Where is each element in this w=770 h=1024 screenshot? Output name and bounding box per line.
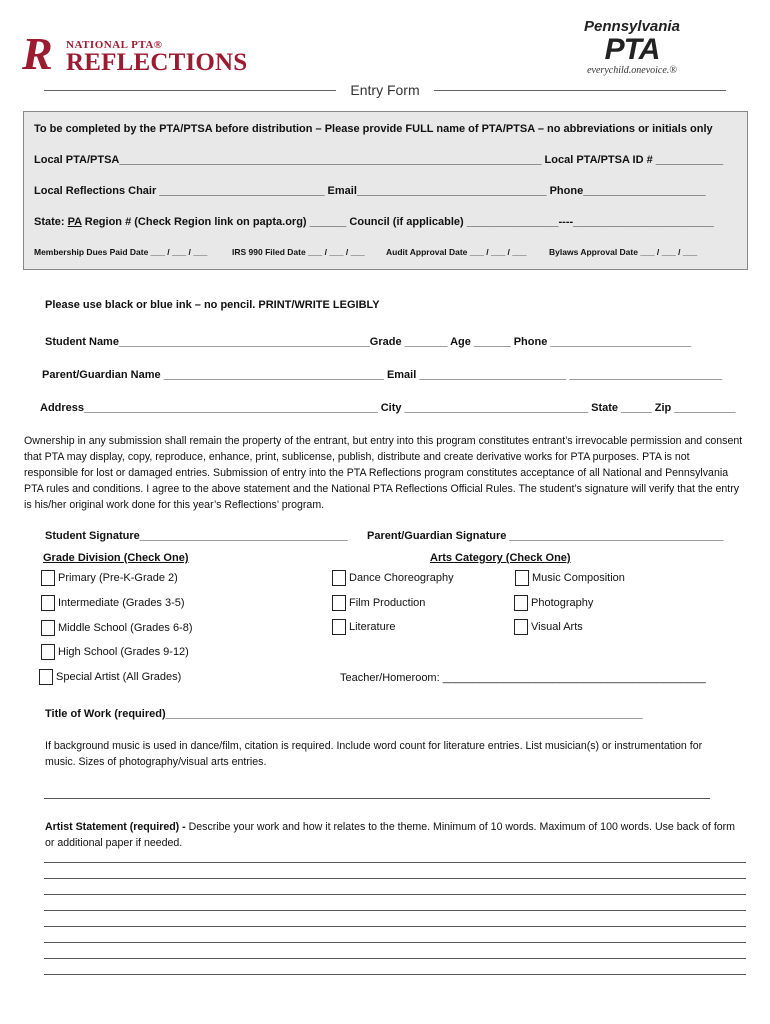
arts-option-literature[interactable] <box>332 619 395 635</box>
artist-statement-line[interactable] <box>44 910 746 911</box>
checkbox[interactable] <box>41 595 55 611</box>
student-name-line[interactable]: Student Name_________________________________________Grade _______ Age ______ Phone _______________________ <box>45 336 692 348</box>
checkbox[interactable] <box>514 595 528 611</box>
form-title-row <box>44 80 726 100</box>
ownership-statement: Ownership in any submission shall remain the property of the entrant, but entry into this program constitutes entrant’s irrevocable permission and consent that PTA may display, copy, reproduce, enhance, print, sublicense, publish, distribute and create derivative works for PTA purposes. PTA is not responsible for lost or damaged entries. Submission of entry into the PTA Reflections program constitutes acceptance of all National and Pennsylvania PTA rules and conditions. I agree to the above statement and the National PTA Reflections Official Rules. The student’s signature will verify that the entry is his/her original work done for this year’s Reflections’ program. <box>24 435 743 511</box>
bylaws-date-field[interactable]: Bylaws Approval Date ___ / ___ / ___ <box>549 247 698 257</box>
arts-option-label: Dance Choreography <box>349 572 454 584</box>
pennsylvania-pta-logo <box>572 18 692 84</box>
parent-signature-field[interactable]: Parent/Guardian Signature ___________________________________ <box>367 530 724 542</box>
background-note-line[interactable] <box>44 798 710 799</box>
background-music-note: If background music is used in dance/film, citation is required. Include word count for literature entries. List musician(s) or instrumentation for music. Sizes of photography/visual arts entries. <box>45 740 703 768</box>
grade-option-label: Intermediate (Grades 3-5) <box>58 597 185 609</box>
reflections-r-mark: R <box>22 28 53 79</box>
grade-option-primary[interactable] <box>41 570 178 586</box>
grade-option-intermediate[interactable] <box>41 595 185 611</box>
logo-national-pta-text: NATIONAL PTA® <box>66 39 163 51</box>
checkbox[interactable] <box>332 570 346 586</box>
arts-option-visual-arts[interactable] <box>514 619 583 635</box>
national-pta-reflections-logo <box>22 28 257 79</box>
state-label: State: <box>34 216 68 228</box>
artist-statement-instructions <box>45 819 745 851</box>
checkbox[interactable] <box>41 570 55 586</box>
checkbox[interactable] <box>41 644 55 660</box>
arts-category-heading: Arts Category (Check One) <box>430 552 571 564</box>
title-rule-left <box>44 90 336 91</box>
arts-option-music-composition[interactable] <box>515 570 625 586</box>
logo-pta-text: PTA <box>604 33 660 66</box>
dues-date-field[interactable]: Membership Dues Paid Date ___ / ___ / ___ <box>34 247 208 257</box>
grade-option-middle-school[interactable] <box>41 620 193 636</box>
checkbox[interactable] <box>514 619 528 635</box>
grade-division-heading: Grade Division (Check One) <box>43 552 189 564</box>
arts-option-photography[interactable] <box>514 595 593 611</box>
grade-option-label: High School (Grades 9-12) <box>58 646 189 658</box>
artist-statement-line[interactable] <box>44 894 746 895</box>
grade-option-label: Primary (Pre-K-Grade 2) <box>58 572 178 584</box>
irs-date-field[interactable]: IRS 990 Filed Date ___ / ___ / ___ <box>232 247 365 257</box>
audit-date-field[interactable]: Audit Approval Date ___ / ___ / ___ <box>386 247 527 257</box>
logo-tagline: everychild.onevoice.® <box>587 65 677 76</box>
logo-pennsylvania-text: Pennsylvania <box>584 18 680 35</box>
ink-note: Please use black or blue ink – no pencil. PRINT/WRITE LEGIBLY <box>45 299 380 311</box>
artist-statement-line[interactable] <box>44 974 746 975</box>
region-council-text: Region # (Check Region link on papta.org) ______ Council (if applicable) _______________----_______________________ <box>81 216 714 228</box>
teacher-homeroom-field[interactable]: Teacher/Homeroom: ___________________________________________ <box>340 672 706 684</box>
pta-instructions: To be completed by the PTA/PTSA before distribution – Please provide FULL name of PTA/PTSA – no abbreviations or initials only <box>34 123 713 135</box>
logo-reflections-text: REFLECTIONS <box>66 49 248 76</box>
form-title: Entry Form <box>350 82 420 98</box>
artist-statement-line[interactable] <box>44 942 746 943</box>
student-signature-field[interactable]: Student Signature__________________________________ <box>45 530 348 542</box>
artist-statement-line[interactable] <box>44 878 746 879</box>
checkbox[interactable] <box>515 570 529 586</box>
arts-option-label: Photography <box>531 597 594 609</box>
title-of-work-field[interactable]: Title of Work (required)______________________________________________________________________________ <box>45 708 643 720</box>
artist-statement-line[interactable] <box>44 926 746 927</box>
arts-option-label: Visual Arts <box>531 621 583 633</box>
artist-statement-line[interactable] <box>44 862 746 863</box>
arts-option-film-production[interactable] <box>332 595 425 611</box>
artist-statement-line[interactable] <box>44 958 746 959</box>
grade-option-label: Special Artist (All Grades) <box>56 671 182 683</box>
grade-option-label: Middle School (Grades 6-8) <box>58 622 193 634</box>
pta-info-box <box>23 111 748 270</box>
address-line[interactable]: Address________________________________________________ City ______________________________ State _____ Zip __________ <box>40 402 736 414</box>
artist-statement-text: Describe your work and how it relates to the theme. Minimum of 10 words. Maximum of 100 words. Use back of form or additional paper if needed. <box>45 821 736 849</box>
state-region-council-field[interactable] <box>34 216 714 228</box>
local-pta-field[interactable]: Local PTA/PTSA_____________________________________________________________________ Local PTA/PTSA ID # ___________ <box>34 154 724 166</box>
checkbox[interactable] <box>39 669 53 685</box>
checkbox[interactable] <box>41 620 55 636</box>
arts-option-label: Literature <box>349 621 396 633</box>
checkbox[interactable] <box>332 619 346 635</box>
arts-option-label: Music Composition <box>532 572 625 584</box>
grade-option-special-artist[interactable] <box>39 669 181 685</box>
state-value: PA <box>67 216 82 228</box>
title-rule-right <box>434 90 726 91</box>
arts-option-label: Film Production <box>349 597 426 609</box>
parent-guardian-line[interactable]: Parent/Guardian Name ____________________________________ Email ________________________ _________________________ <box>42 369 723 381</box>
reflections-chair-field[interactable]: Local Reflections Chair ___________________________ Email_______________________________ Phone____________________ <box>34 185 706 197</box>
checkbox[interactable] <box>332 595 346 611</box>
artist-statement-label: Artist Statement (required) - <box>45 821 186 833</box>
grade-option-high-school[interactable] <box>41 644 189 660</box>
arts-option-dance-choreography[interactable] <box>332 570 454 586</box>
